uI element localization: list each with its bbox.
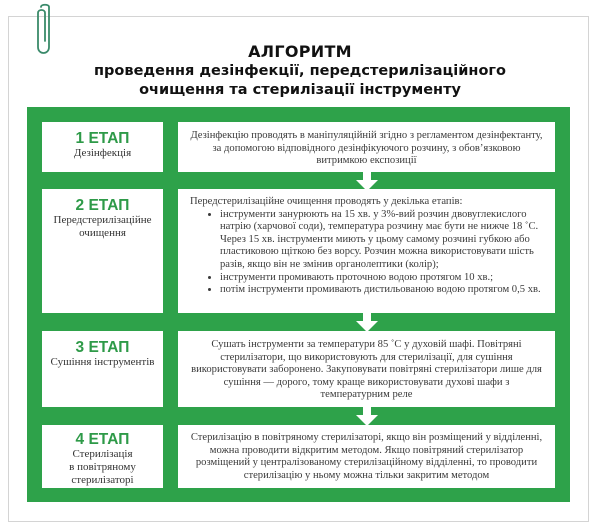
stage-4-name-line-2: в повітряному <box>69 461 136 473</box>
diagram-title <box>0 42 600 100</box>
stage-3-description-text: Сушать інструменти за температури 85 ˚С у духовій шафі. Повітряні стерилізатори, що використовують для стерилізації, для сушіння використовувати заборонено. Закуповувати повітряні стерилізатори лише для сушіння — дорого, тому краще використовувати духові шафи з температурним реле <box>191 339 542 401</box>
stage-3-number: 3 ЕТАП <box>75 339 130 356</box>
title-line-3: очищення та стерилізації інструменту <box>139 82 461 98</box>
title-line-2: проведення дезінфекції, передстерилізаційного <box>94 63 506 79</box>
stage-4-name-line-1: Стерилізація <box>72 448 133 460</box>
stage-3-name: Сушіння інструментів <box>50 356 155 368</box>
stage-4-description <box>178 425 555 488</box>
stage-3-label <box>42 331 163 407</box>
stage-2-description <box>178 189 555 313</box>
stage-4-name-line-3: стерилізаторі <box>71 474 134 486</box>
stage-1-description-text: Дезінфекцію проводять в маніпуляційній згідно з регламентом дезінфектанту, за допомогою відповідного дезінфікуючого розчину, з обов’язковою витримкою експозиції <box>190 130 543 167</box>
stage-2-step: • інструменти промивають проточною водою протягом 10 хв.; <box>220 272 547 285</box>
stage-2-number: 2 ЕТАП <box>75 197 130 214</box>
stage-2-intro: Передстерилізаційне очищення проводять у декілька етапів: <box>190 196 463 207</box>
arrow-down-icon <box>356 313 378 333</box>
title-line-1: АЛГОРИТМ <box>248 42 352 61</box>
stage-2-step: • інструменти занурюють на 15 хв. у 3%-вий розчин двовуглекислого натрію (харчової соди), температура розчину має бути не нижче 18 ˚С. Через 15 хв. інструменти миють у цьому самому розчині губкою або пластиковою щіткою без ворсу. Розчин можна використовувати шість разів, якщо він не змінив органолептики (колір); <box>220 209 547 272</box>
stage-3-description <box>178 331 555 407</box>
stages-panel <box>27 107 570 502</box>
stage-1-label <box>42 122 163 172</box>
stage-2-steps-list <box>190 209 547 297</box>
stage-1-number: 1 ЕТАП <box>75 130 130 147</box>
stage-1-name: Дезінфекція <box>73 147 132 159</box>
stage-4-number: 4 ЕТАП <box>75 431 130 448</box>
stage-2-name: Передстерилізаційне очищення <box>53 214 152 239</box>
stage-1-description <box>178 122 555 172</box>
stage-2-step: • потім інструменти промивають дистильованою водою протягом 0,5 хв. <box>220 284 547 297</box>
stage-2-label <box>42 189 163 313</box>
stage-4-description-text: Стерилізацію в повітряному стерилізаторі, якщо він розміщений у відділенні, можна проводити відкритим методом. Якщо повітряний стерилізатор розміщений у централізованому стерилізаційному відділенні, то проводити стерилізацію у ньому можна тільки закритим методом <box>190 432 543 481</box>
arrow-down-icon <box>356 407 378 427</box>
stage-4-label <box>42 425 163 488</box>
